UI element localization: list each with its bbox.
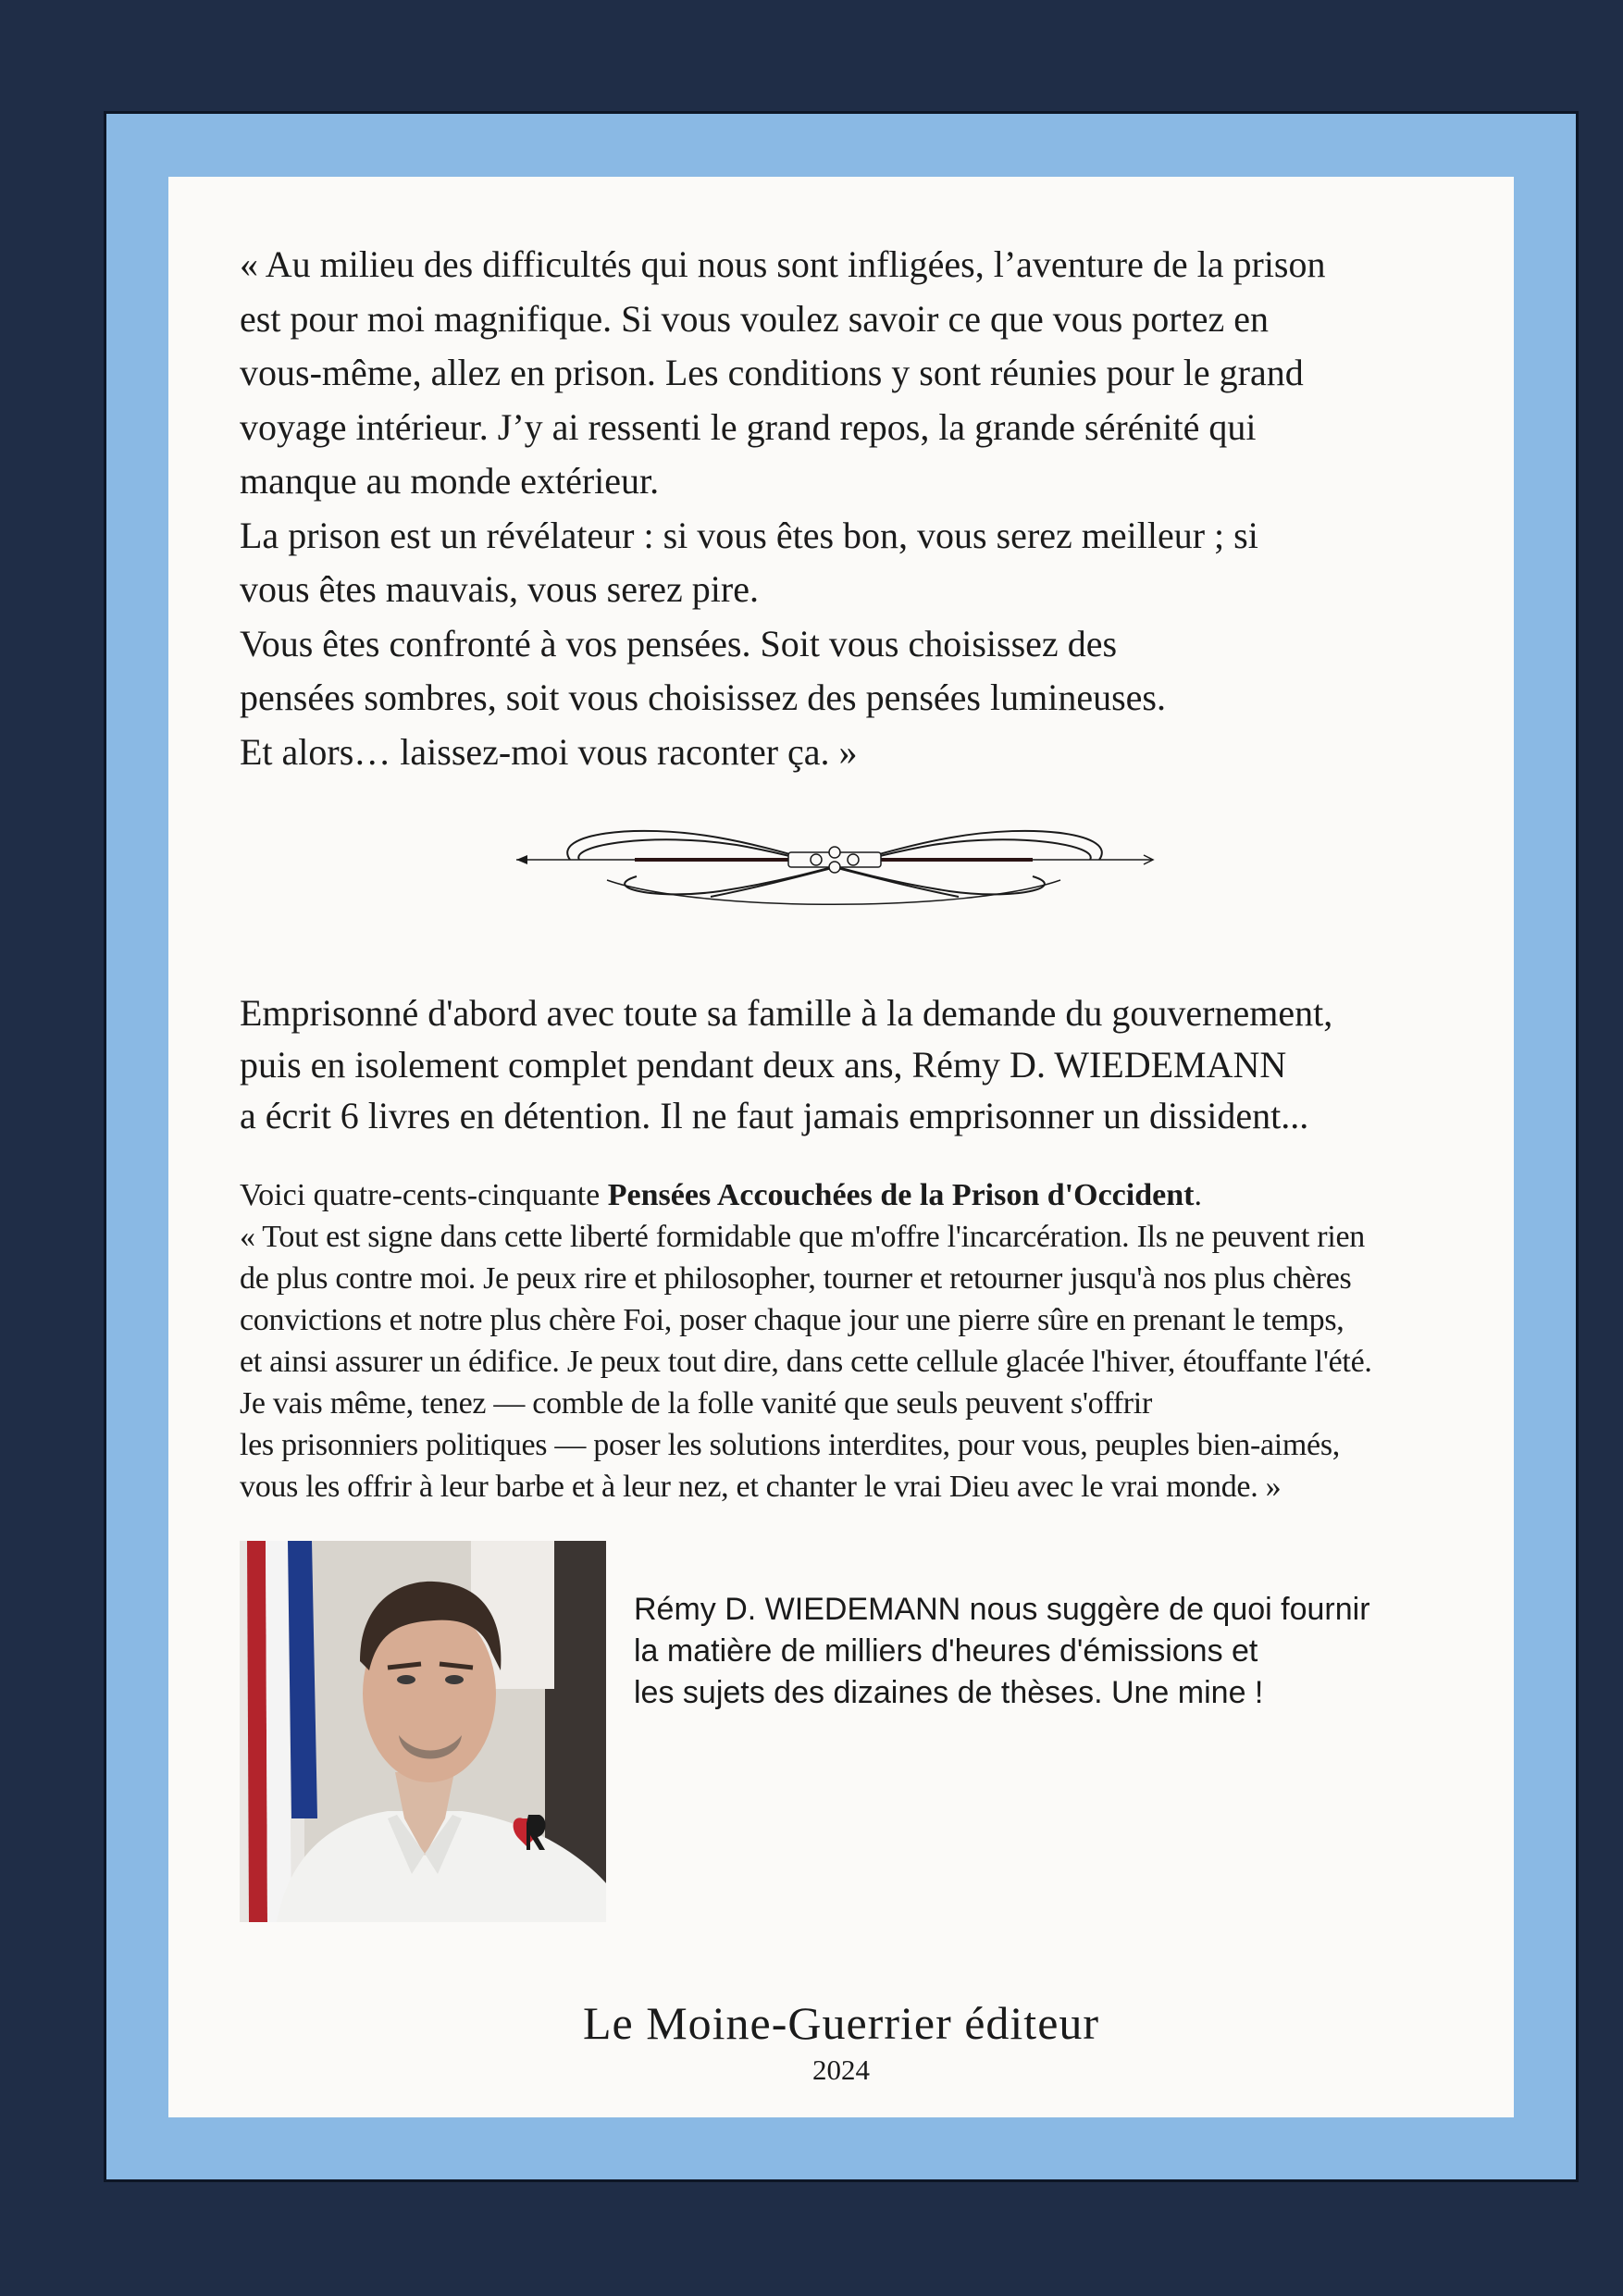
book-title-suffix: . (1194, 1178, 1202, 1212)
quote-paragraph: « Au milieu des difficultés qui nous sont infligées, l’aventure de la prison est pour moi magnifique. Si vous voulez savoir ce que vous portez en vous-même, allez en prison. Les conditions y sont réunies pour le grand voyage intérieur. J’y ai ressenti le grand repos, la grande sérénité qui manque au monde extérieur. (240, 243, 1326, 502)
book-title-line (240, 1174, 1480, 1216)
back-cover-page (168, 177, 1514, 2117)
author-introduction: Emprisonné d'abord avec toute sa famille à la demande du gouvernement, puis en isolement complet pendant deux ans, Rémy D. WIEDEMANN a écrit 6 livres en détention. Il ne faut jamais emprisonner un dissident... (240, 992, 1333, 1136)
flourish-divider-icon (514, 825, 1155, 917)
author-quote (240, 238, 1443, 779)
publication-year: 2024 (812, 2054, 870, 2086)
quote-paragraph: Vous êtes confronté à vos pensées. Soit vous choisissez des pensées sombres, soit vous choisissez des pensées lumineuses. (240, 622, 1166, 718)
book-title: Pensées Accouchées de la Prison d'Occident (607, 1178, 1195, 1212)
book-excerpt: « Tout est signe dans cette liberté formidable que m'offre l'incarcération. Ils ne peuvent rien de plus contre moi. Je peux rire et philosopher, tourner et retourner jusqu'à nos plus chères convictions et notre plus chère Foi, poser chaque jour une pierre sûre en prenant le temps, et ainsi assurer un édifice. Je peux tout dire, dans cette cellule glacée l'hiver, étouffante l'été. Je vais même, tenez — comble de la folle vanité que seuls peuvent s'offrir les prisonniers politiques — poser les solutions interdites, pour vous, peuples bien-aimés, vous les offrir à leur barbe et à leur nez, et chanter le vrai Dieu avec le vrai monde. » (240, 1220, 1372, 1504)
publisher-name: Le Moine-Guerrier éditeur (582, 1997, 1100, 2049)
book-title-prefix: Voici quatre-cents-cinquante (240, 1178, 608, 1212)
quote-paragraph: La prison est un révélateur : si vous êtes bon, vous serez meilleur ; si vous êtes mauvais, vous serez pire. (240, 514, 1258, 610)
quote-paragraph: Et alors… laissez-moi vous raconter ça. » (240, 730, 858, 773)
author-caption: Rémy D. WIEDEMANN nous suggère de quoi fournir la matière de milliers d'heures d'émissions et les sujets des dizaines de thèses. Une mine ! (634, 1592, 1370, 1710)
book-description (240, 1174, 1480, 1508)
author-photo (240, 1541, 606, 1922)
